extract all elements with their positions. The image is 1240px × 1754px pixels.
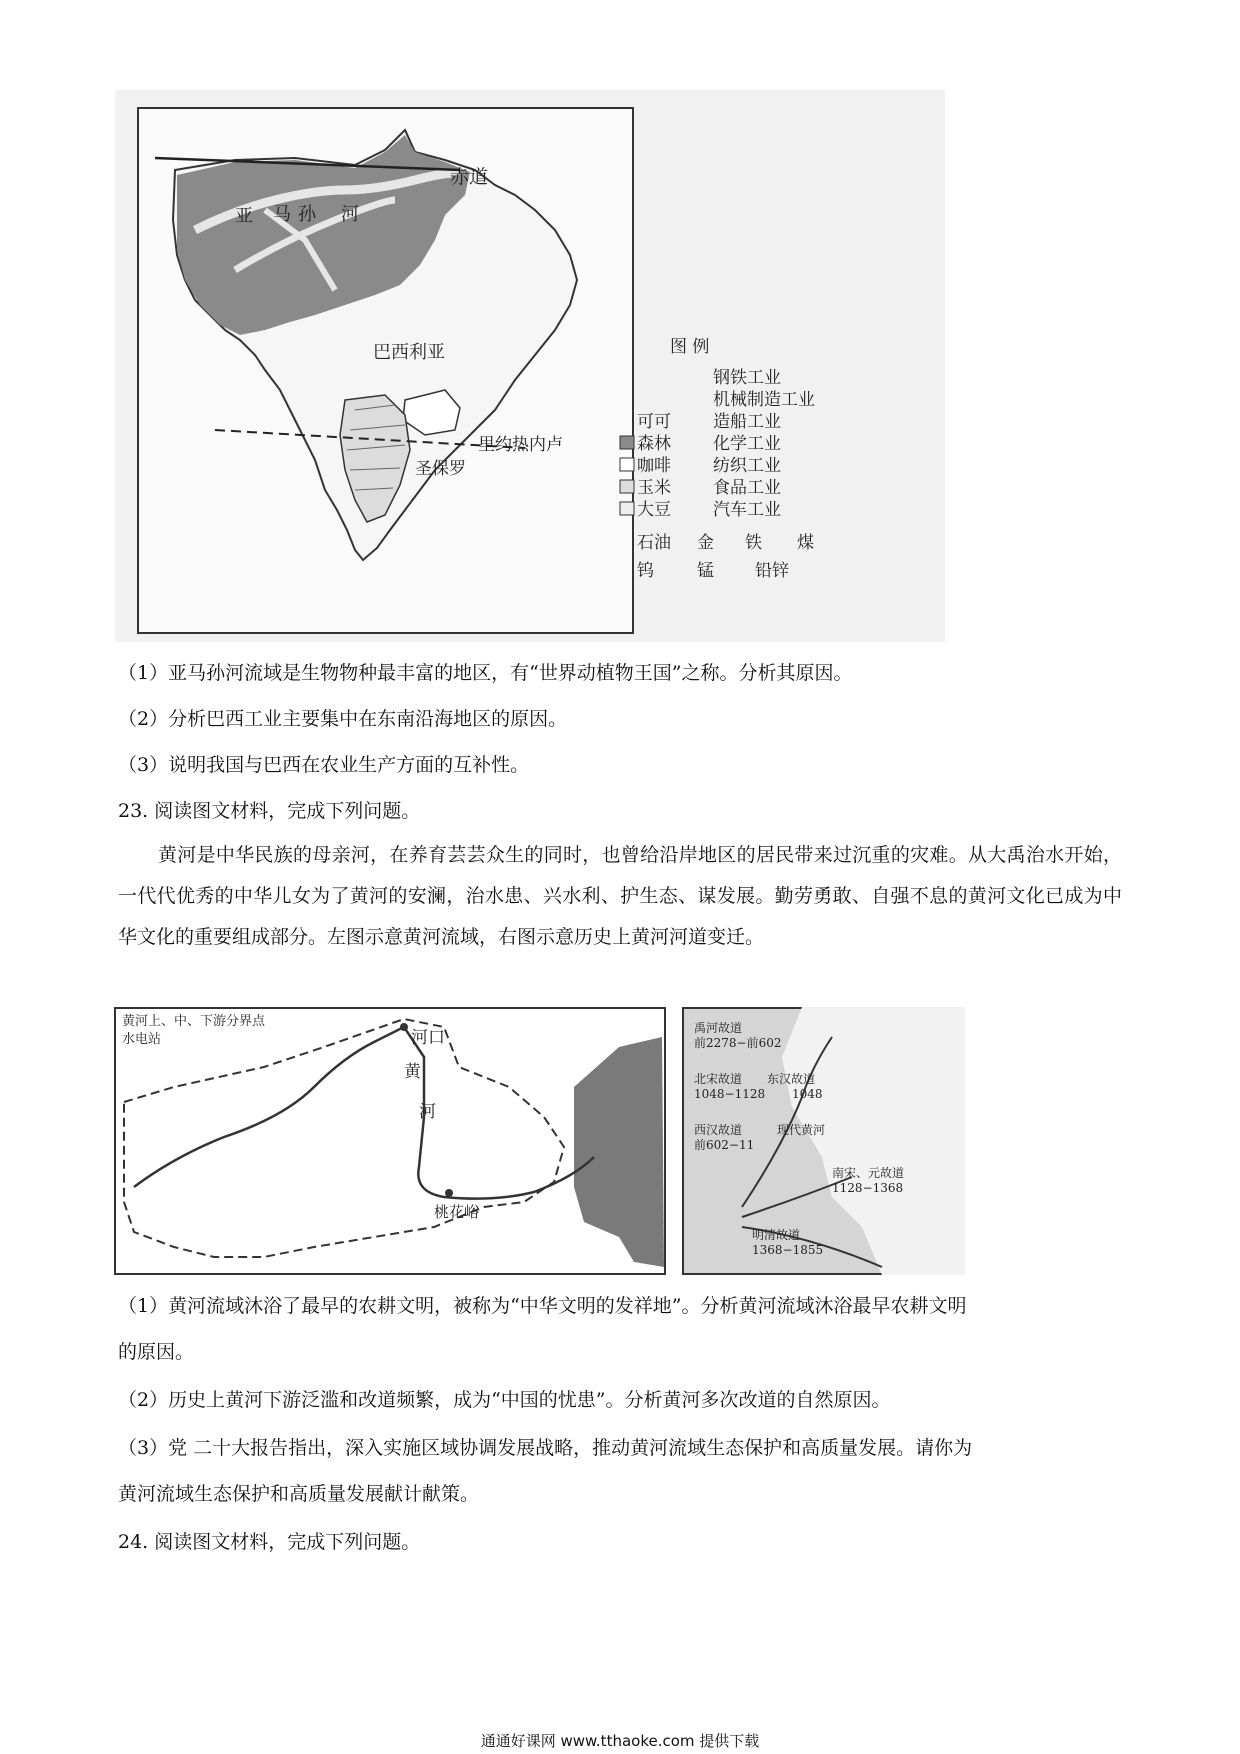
- svg-text:锰: 锰: [697, 561, 714, 581]
- svg-text:铅锌: 铅锌: [755, 561, 789, 581]
- brazil-map: [115, 90, 945, 642]
- svg-text:纺织工业: 纺织工业: [713, 456, 781, 476]
- yellow-river-basin-map: [114, 1007, 666, 1275]
- svg-text:北宋故道: 北宋故道: [694, 1072, 743, 1086]
- svg-text:咖啡: 咖啡: [637, 456, 671, 476]
- svg-text:化学工业: 化学工业: [713, 434, 781, 454]
- svg-text:河: 河: [419, 1102, 436, 1122]
- sao-paulo-label: 圣保罗: [415, 459, 466, 479]
- svg-text:钨: 钨: [637, 561, 654, 581]
- svg-text:河口: 河口: [411, 1028, 445, 1048]
- q23-sub2: （2）历史上黄河下游泛滥和改道频繁，成为“中国的忧患”。分析黄河多次改道的自然原因。: [118, 1389, 891, 1411]
- svg-text:大豆: 大豆: [637, 500, 671, 520]
- page-footer: 通通好课网 www.tthaoke.com 提供下载: [480, 1732, 760, 1750]
- svg-text:1048: 1048: [792, 1087, 823, 1101]
- svg-text:东汉故道: 东汉故道: [767, 1072, 816, 1086]
- rio-label: 里约热内卢: [478, 435, 563, 455]
- svg-text:南宋、元故道: 南宋、元故道: [832, 1166, 905, 1180]
- svg-text:现代黄河: 现代黄河: [777, 1123, 826, 1137]
- svg-text:玉米: 玉米: [637, 478, 671, 498]
- svg-text:煤: 煤: [797, 533, 814, 553]
- svg-text:西汉故道: 西汉故道: [694, 1123, 743, 1137]
- svg-text:黄: 黄: [404, 1062, 421, 1082]
- q22-sub3: （3）说明我国与巴西在农业生产方面的互补性。: [118, 754, 530, 776]
- svg-text:明清故道: 明清故道: [752, 1228, 801, 1242]
- legend-title: 图 例: [670, 337, 710, 357]
- svg-text:钢铁工业: 钢铁工业: [713, 368, 781, 388]
- q23-heading: 23. 阅读图文材料，完成下列问题。: [118, 800, 421, 822]
- svg-text:金: 金: [697, 533, 714, 553]
- legend-left: [637, 412, 671, 520]
- svg-text:1128−1368: 1128−1368: [832, 1181, 904, 1195]
- brazil-map-figure: [115, 90, 945, 642]
- q23-sub1-line2: 的原因。: [118, 1341, 195, 1363]
- svg-text:1368−1855: 1368−1855: [752, 1243, 824, 1257]
- q23-paragraph: 黄河是中华民族的母亲河，在养育芸芸众生的同时，也曾给沿岸地区的居民带来过沉重的灾难。从大禹治水开始，一代代优秀的中华儿女为了黄河的安澜，治水患、兴水利、护生态、谋发展。勤劳勇敢、自强不息的黄河文化已成为中华文化的重要组成部分。左图示意黄河流域，右图示意历史上黄河河道变迁。: [118, 844, 1122, 948]
- svg-text:铁: 铁: [745, 533, 762, 553]
- svg-text:亚: 亚: [235, 206, 253, 227]
- svg-text:河: 河: [341, 204, 359, 225]
- yellow-river-course-change-map: [682, 1007, 965, 1275]
- svg-text:前602−11: 前602−11: [694, 1138, 755, 1152]
- svg-text:食品工业: 食品工业: [713, 478, 781, 498]
- svg-text:黄河上、中、下游分界点: 黄河上、中、下游分界点: [122, 1014, 266, 1029]
- svg-text:桃花峪: 桃花峪: [434, 1203, 480, 1221]
- q22-sub2: （2）分析巴西工业主要集中在东南沿海地区的原因。: [118, 708, 568, 730]
- svg-text:马: 马: [273, 204, 291, 225]
- q23-sub3-line2: 黄河流域生态保护和高质量发展献计献策。: [118, 1483, 480, 1505]
- brasilia-label: 巴西利亚: [373, 342, 445, 363]
- svg-text:可可: 可可: [637, 412, 671, 432]
- svg-text:1048−1128: 1048−1128: [694, 1087, 766, 1101]
- svg-text:造船工业: 造船工业: [713, 412, 781, 432]
- svg-text:禹河故道: 禹河故道: [694, 1021, 743, 1035]
- svg-text:汽车工业: 汽车工业: [713, 500, 781, 520]
- svg-text:森林: 森林: [637, 434, 671, 454]
- svg-text:孙: 孙: [298, 204, 316, 225]
- q23-sub3-line1: （3）党 二十大报告指出，深入实施区域协调发展战略，推动黄河流域生态保护和高质量发展。请你为: [118, 1437, 973, 1459]
- svg-text:前2278−前602: 前2278−前602: [694, 1036, 782, 1050]
- q24-heading: 24. 阅读图文材料，完成下列问题。: [118, 1531, 421, 1553]
- equator-label: 赤道: [450, 166, 489, 188]
- svg-text:石油: 石油: [637, 533, 671, 553]
- q22-sub1: （1）亚马孙河流域是生物物种最丰富的地区，有“世界动植物王国”之称。分析其原因。: [118, 662, 853, 684]
- svg-text:机械制造工业: 机械制造工业: [713, 390, 815, 410]
- svg-text:水电站: 水电站: [122, 1032, 162, 1047]
- q23-sub1-line1: （1）黄河流域沐浴了最早的农耕文明，被称为“中华文明的发祥地”。分析黄河流域沐浴最早农耕文明: [118, 1295, 967, 1317]
